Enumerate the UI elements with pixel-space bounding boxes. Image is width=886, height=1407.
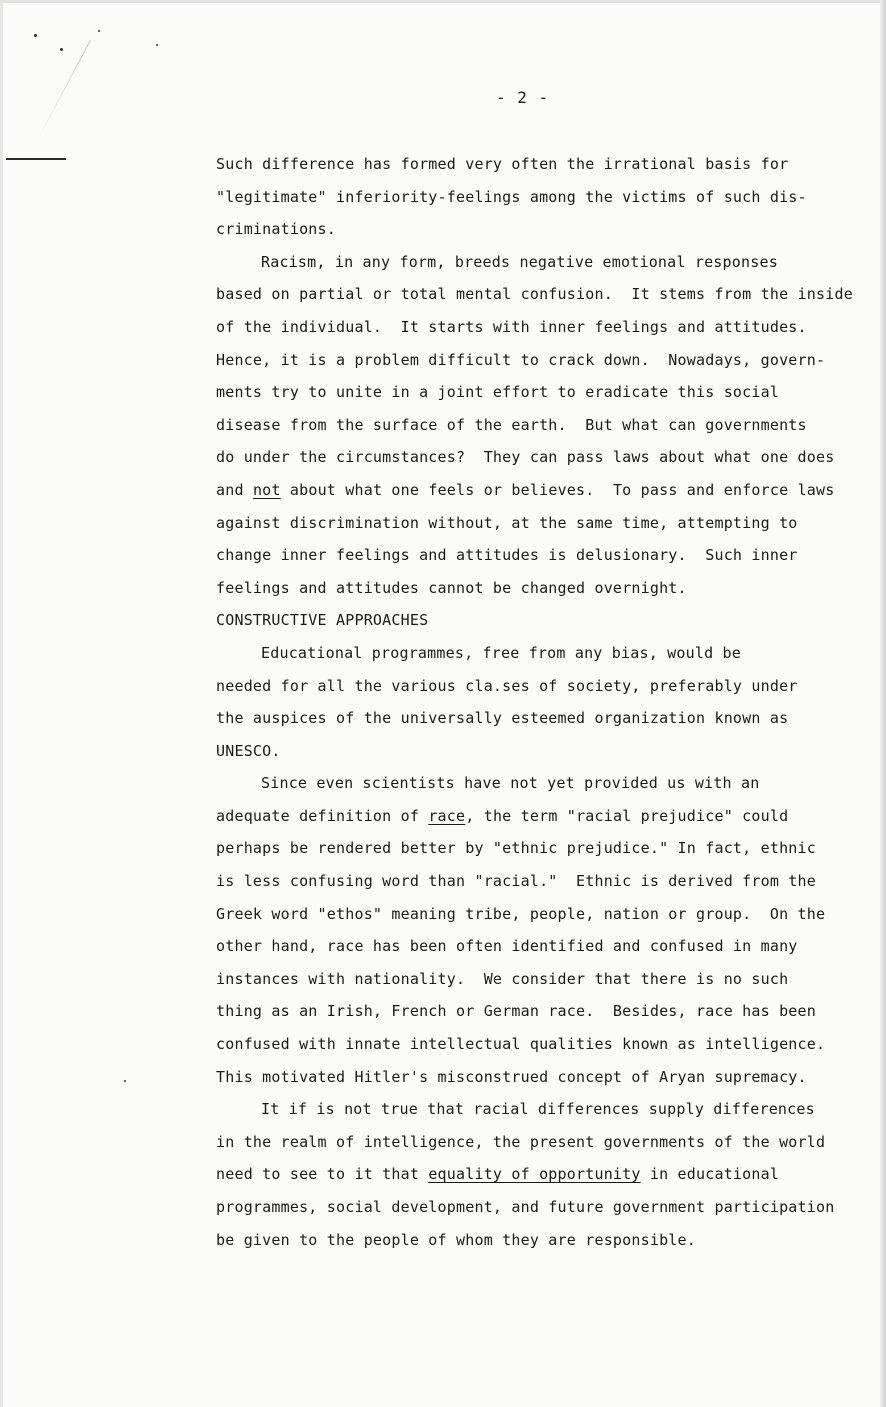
text-line: perhaps be rendered better by "ethnic prejudice." In fact, ethnic [216, 839, 816, 858]
text-line: based on partial or total mental confusion. It stems from the inside [216, 285, 853, 304]
text-line-underlined: and not about what one feels or believes. To pass and enforce laws [216, 480, 835, 499]
text-line: ments try to unite in a joint effort to eradicate this social [216, 383, 780, 402]
margin-stroke [38, 40, 91, 138]
text-line: "legitimate" inferiority-feelings among the victims of such dis- [216, 187, 807, 206]
text-line: confused with innate intellectual qualities known as intelligence. [216, 1035, 826, 1054]
paragraph [216, 1093, 835, 1256]
text-line: is less confusing word than "racial." Ethnic is derived from the [216, 872, 816, 891]
text-line: Such difference has formed very often the irrational basis for [216, 155, 789, 173]
text-line: needed for all the various cla.ses of society, preferably under [216, 676, 798, 695]
underlined-phrase: equality of opportunity [428, 1165, 641, 1184]
scan-edge-right [880, 0, 886, 1407]
scan-speck [60, 48, 63, 51]
text-line: Racism, in any form, breeds negative emotional responses [261, 252, 778, 271]
paragraph [216, 637, 816, 767]
section-heading: CONSTRUCTIVE APPROACHES [216, 611, 429, 630]
text-line: programmes, social development, and future government participation [216, 1198, 835, 1216]
text-line: UNESCO. [216, 741, 281, 760]
text-line: criminations. [216, 220, 336, 239]
scan-speck [156, 44, 158, 46]
text-line: of the individual. It starts with inner feelings and attitudes. [216, 317, 807, 336]
scan-edge-left [0, 0, 3, 1407]
scan-edge-top [0, 0, 886, 3]
scan-speck [98, 30, 100, 32]
text-line: against discrimination without, at the same time, attempting to [216, 513, 798, 532]
text-line: thing as an Irish, French or German race. Besides, race has been [216, 1002, 816, 1021]
text-line: be given to the people of whom they are responsible. [216, 1230, 696, 1249]
document-body [216, 148, 853, 1256]
underlined-phrase: not [252, 480, 281, 499]
text-line: instances with nationality. We consider that there is no such [216, 969, 789, 988]
margin-mark [6, 158, 66, 160]
text-line: other hand, race has been often identified and confused in many [216, 937, 798, 956]
underlined-phrase: race [428, 806, 466, 825]
paragraph [216, 246, 853, 605]
paragraph [216, 767, 826, 1093]
text-line: Educational programmes, free from any bias, would be [261, 643, 741, 662]
text-line: change inner feelings and attitudes is delusionary. Such inner [216, 546, 798, 565]
scan-speck [124, 1080, 126, 1082]
text-line: It if is not true that racial differences supply differences [261, 1100, 815, 1119]
text-line: the auspices of the universally esteemed organization known as [216, 709, 789, 728]
text-line-underlined: adequate definition of race, the term "racial prejudice" could [216, 806, 789, 825]
scan-speck [34, 34, 37, 37]
text-line: Hence, it is a problem difficult to crack down. Nowadays, govern- [216, 350, 826, 369]
text-line-underlined: need to see to it that equality of opportunity in educational [216, 1165, 780, 1184]
text-line: This motivated Hitler's misconstrued concept of Aryan supremacy. [216, 1067, 807, 1086]
text-line: do under the circumstances? They can pass laws about what one does [216, 448, 835, 467]
page-number: - 2 - [496, 88, 550, 107]
text-line: in the realm of intelligence, the present governments of the world [216, 1132, 826, 1151]
text-line: Greek word "ethos" meaning tribe, people, nation or group. On the [216, 904, 826, 923]
text-line: disease from the surface of the earth. But what can governments [216, 415, 807, 434]
text-line: feelings and attitudes cannot be changed overnight. [216, 578, 687, 597]
paragraph [216, 148, 816, 246]
text-line: Since even scientists have not yet provided us with an [261, 774, 760, 793]
